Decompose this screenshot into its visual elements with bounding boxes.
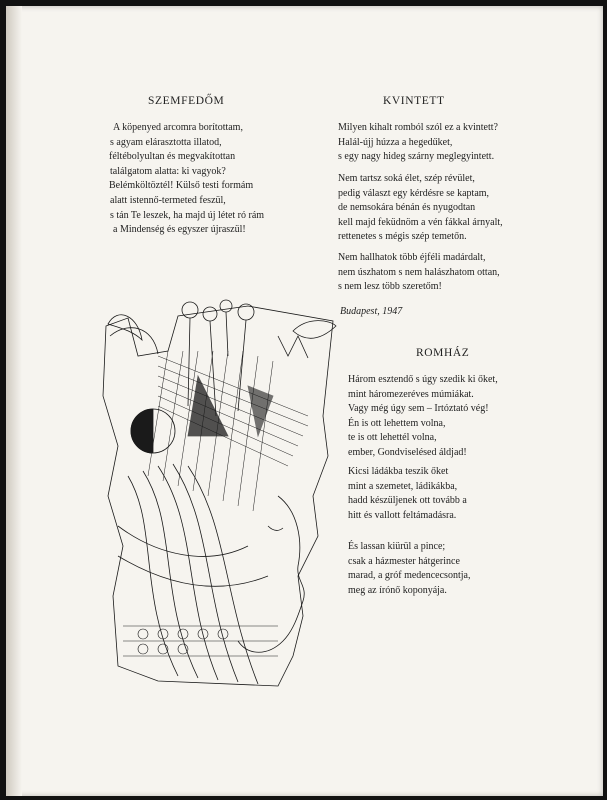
poem-line: a Mindenség és egyszer újraszül! [113,224,246,236]
poem-line: s egy nagy hideg szárny meglegyintett. [338,151,495,163]
poem-line: Vagy még úgy sem – Irtóztató vég! [348,403,489,415]
poem-line: csak a házmester hátgerince [348,555,460,567]
poem-stanza [338,121,498,165]
poem-line: ember, Gondviselésed áldjad! [348,446,467,458]
poem-line: A köpenyed arcomra borítottam, [113,122,243,133]
poem-line: Én is ott lehettem volna, [348,417,446,429]
poem-line: kell majd feküdnöm a vén fákkal árnyalt, [338,216,503,228]
poem-line: Belémköltöztél! Külső testi formám [109,180,254,192]
poem-line: Nem tartsz soká élet, szép révület, [338,173,475,184]
poem-line: Kicsi ládákba teszik őket [348,466,449,477]
poem-line: s agyam elárasztotta illatod, [110,136,222,148]
poem-line: s nem lesz több szeretőm! [338,281,442,293]
poem-line: Nem hallhatok több éjféli madárdalt, [338,252,486,263]
poem-line: marad, a gróf medencecsontja, [348,570,471,582]
poem-line: Milyen kihalt romból szól ez a kvintett? [338,122,498,133]
poem-line: féltébolyultan és megvakítottan [109,151,236,163]
poem-line: És lassan kiürül a pince; [348,541,446,552]
poem-line: nem úszhatom s nem halászhatom ottan, [338,266,500,278]
poem-title-szemfedom: SZEMFEDŐM [148,95,225,107]
poem-stanza [348,540,470,598]
poem-line: meg az írónő koponyája. [348,584,447,596]
poem-stanza [338,251,500,295]
poem-line: pedig választ egy kérdésre se kaptam, [338,187,490,199]
poem-line: rettenetes s mégis szép temetőn. [338,231,467,243]
poem-line: te is ott lehettél volna, [348,432,437,444]
poem-line: találgatom alatta: ki vagyok? [110,165,226,177]
poem-line: hadd készüljenek ott tovább a [348,495,467,507]
poem-stanza [348,373,498,461]
poem-stanza [109,121,264,238]
poem-line: mint a szemetet, ládikákba, [348,480,458,492]
line-art-illustration [98,296,340,691]
poem-title-romhaz: ROMHÁZ [416,347,470,359]
poem-title-kvintett: KVINTETT [383,95,445,107]
poem-line: alatt istennő-termeted feszül, [110,194,226,206]
poem-line: mint háromezeréves múmiákat. [348,388,474,400]
poem-line: de nemsokára bénán és nyugodtan [338,202,476,214]
poem-line: Három esztendő s úgy szedik ki őket, [348,374,498,385]
poem-line: Halál-újj húzza a hegedűket, [338,136,453,148]
poem-line: s tán Te leszek, ha majd új létet ró rám [110,209,265,221]
page-gutter-shadow [6,6,22,796]
poem-stanza [348,465,467,523]
poem-line: hitt és vallott feltámadásra. [348,509,457,521]
place-date: Budapest, 1947 [340,306,403,317]
poem-stanza [338,172,503,245]
